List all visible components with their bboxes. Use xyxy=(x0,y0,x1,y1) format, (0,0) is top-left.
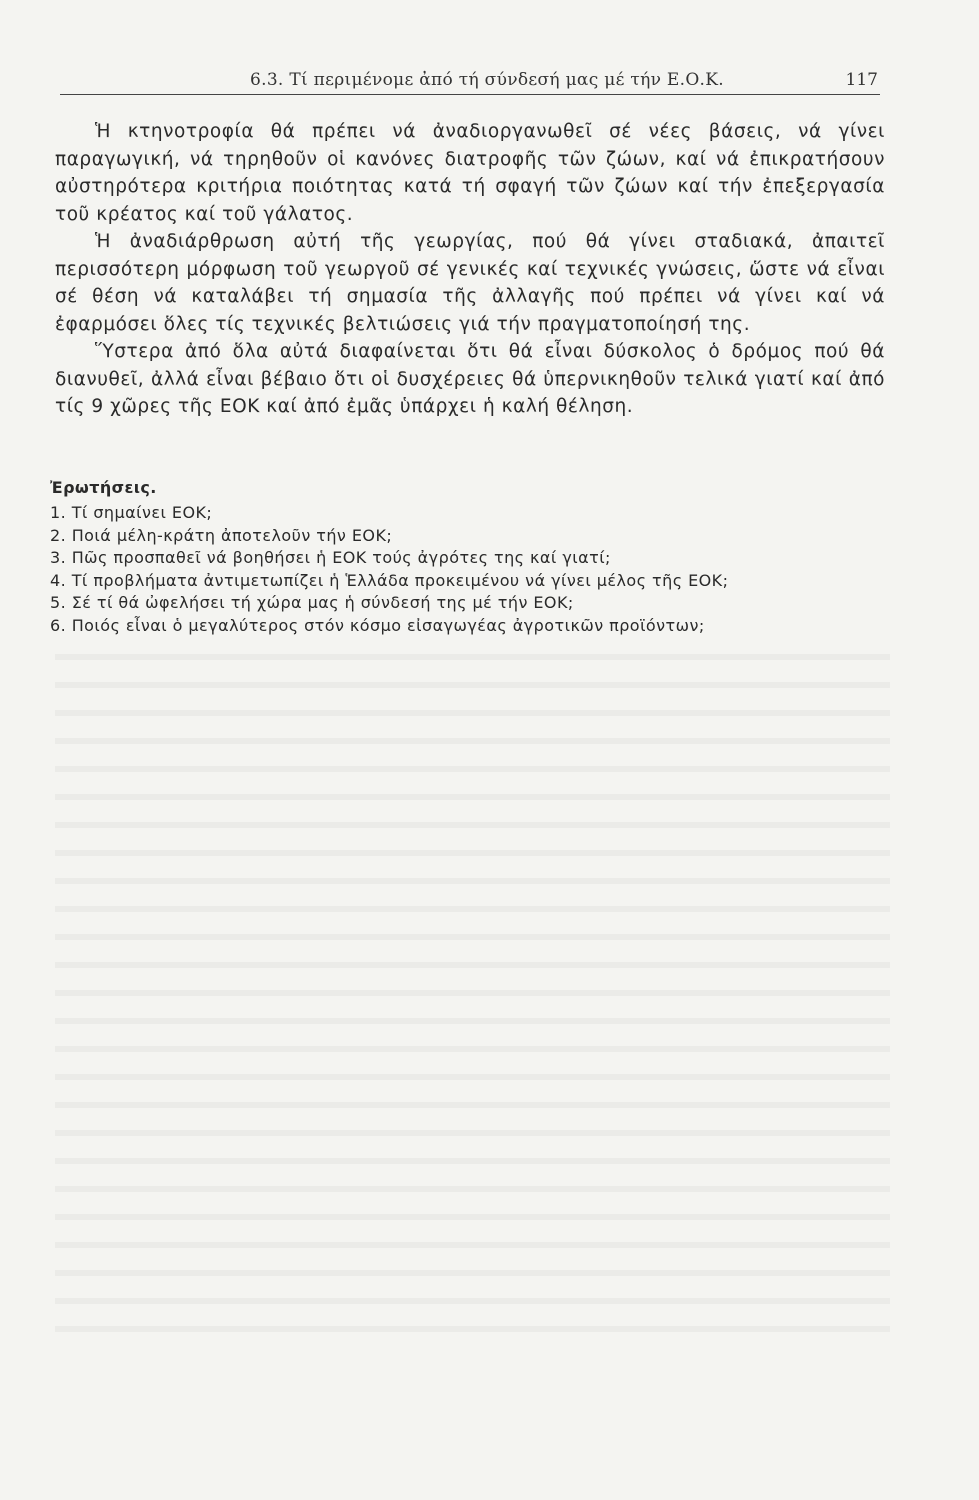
section-heading: 6.3. Τί περιμένομε ἀπό τή σύνδεσή μας μέ τήν Ε.Ο.Κ. xyxy=(250,70,724,90)
paragraph: Ὕστερα ἀπό ὅλα αὐτά διαφαίνεται ὅτι θά εἶναι δύσκολος ὁ δρόμος πού θά διανυθεῖ, ἀλλά εἶναι βέβαιο ὅτι οἱ δυσχέρειες θά ὑπερνικηθοῦν τελικά γιατί καί ἀπό τίς 9 χῶρες τῆς ΕΟΚ καί ἀπό ἐμᾶς ὑπάρχει ἡ καλή θέληση. xyxy=(55,341,885,417)
question-item: 5. Σέ τί θά ὠφελήσει τή χώρα μας ἡ σύνδεσή της μέ τήν ΕΟΚ; xyxy=(50,593,574,612)
page-number: 117 xyxy=(845,70,878,90)
question-item: 2. Ποιά μέλη-κράτη ἀποτελοῦν τήν ΕΟΚ; xyxy=(50,525,393,545)
question-item: 4. Τί προβλήματα ἀντιμετωπίζει ἡ Ἑλλάδα προκειμένου νά γίνει μέλος τῆς ΕΟΚ; xyxy=(50,570,729,590)
questions-heading: Ἐρωτήσεις. xyxy=(50,478,157,497)
page-header xyxy=(60,70,880,95)
reverse-page-show-through xyxy=(55,640,890,1340)
paragraph: Ἡ ἀναδιάρθρωση αὐτή τῆς γεωργίας, πού θά γίνει σταδιακά, ἀπαιτεῖ περισσότερη μόρφωση τοῦ γεωργοῦ σέ γενικές καί τεχνικές γνώσεις, ὥστε νά εἶναι σέ θέση νά καταλάβει τή σημασία τῆς ἀλλαγῆς πού πρέπει νά γίνει καί νά ἐφαρμόσει ὅλες τίς τεχνικές βελτιώσεις γιά τήν πραγματοποίησή της. xyxy=(55,231,885,335)
body-text xyxy=(55,118,885,421)
paragraph: Ἡ κτηνοτροφία θά πρέπει νά ἀναδιοργανωθεῖ σέ νέες βάσεις, νά γίνει παραγωγική, νά τηρηθοῦν οἱ κανόνες διατροφῆς τῶν ζώων, καί νά ἐπικρατήσουν αὐστηρότερα κριτήρια ποιότητας κατά τή σφαγή τῶν ζώων καί τήν ἐπεξεργασία τοῦ κρέατος καί τοῦ γάλατος. xyxy=(55,121,885,225)
question-item: 1. Τί σημαίνει ΕΟΚ; xyxy=(50,503,213,522)
question-item: 3. Πῶς προσπαθεῖ νά βοηθήσει ἡ ΕΟΚ τούς ἀγρότες της καί γιατί; xyxy=(50,548,611,567)
question-item: 6. Ποιός εἶναι ὁ μεγαλύτερος στόν κόσμο εἰσαγωγέας ἀγροτικῶν προϊόντων; xyxy=(50,615,705,635)
questions-list xyxy=(50,502,890,637)
